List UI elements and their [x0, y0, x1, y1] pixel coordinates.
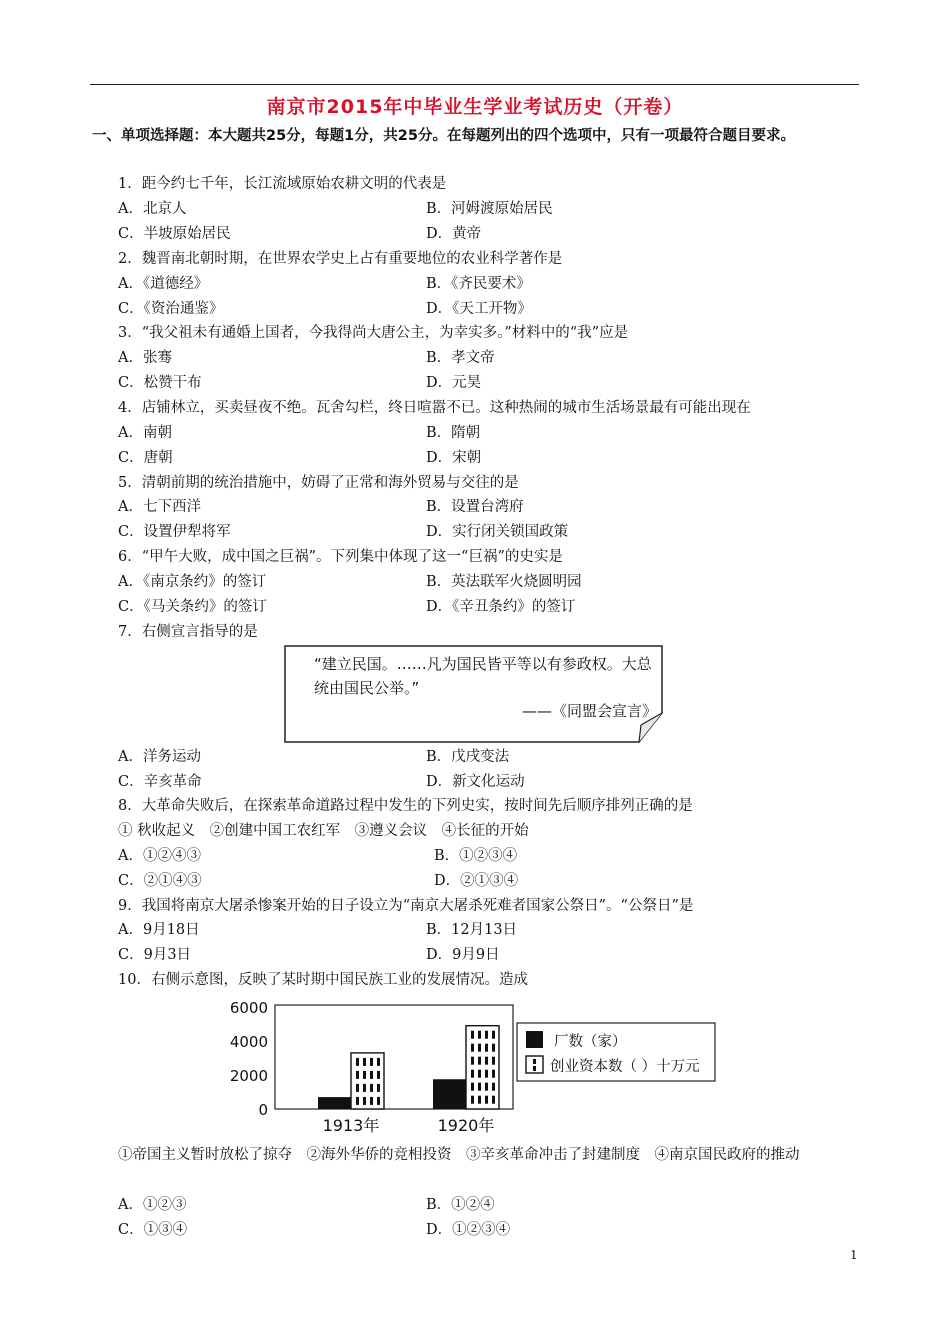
question-4-stem: 4．店铺林立，买卖昼夜不绝。瓦舍勾栏，终日喧嚣不已。这种热闹的城市生活场景最有可能出现在	[118, 400, 751, 416]
top-rule	[90, 84, 859, 85]
q4-option-c[interactable]: C．唐朝	[118, 450, 173, 466]
bar-capital-window	[478, 1057, 481, 1065]
bar-capital-window	[492, 1070, 495, 1078]
legend-label-factory: 厂数（家）	[554, 1034, 627, 1050]
x-tick-label: 1913年	[322, 1116, 380, 1135]
q3-option-d[interactable]: D．元昊	[426, 375, 482, 391]
q3-option-a[interactable]: A．张骞	[118, 350, 172, 366]
q3-option-b[interactable]: B．孝文帝	[426, 350, 495, 366]
bar-capital-window	[377, 1084, 380, 1092]
bar-capital-window	[485, 1070, 488, 1078]
q9-option-a[interactable]: A．9月18日	[118, 922, 200, 938]
q5-option-d[interactable]: D．实行闭关锁国政策	[426, 524, 569, 540]
q7-option-a[interactable]: A．洋务运动	[118, 749, 201, 765]
page-number: 1	[850, 1248, 858, 1262]
q8-option-c[interactable]: C．②①④③	[118, 873, 202, 889]
q2-option-c[interactable]: C．《资治通鉴》	[118, 301, 224, 317]
y-tick-label: 2000	[230, 1067, 268, 1085]
bar-capital-window	[363, 1071, 366, 1079]
q4-option-a[interactable]: A．南朝	[118, 425, 172, 441]
bar-capital-window	[485, 1083, 488, 1091]
q6-option-b[interactable]: B．英法联军火烧圆明园	[426, 574, 582, 590]
bar-capital-window	[356, 1071, 359, 1079]
bar-capital-window	[492, 1083, 495, 1091]
bar-capital-window	[356, 1058, 359, 1066]
quote-text: “建立民国。……凡为国民皆平等以有参政权。大总统由国民公举。”	[314, 655, 652, 697]
q4-option-d[interactable]: D．宋朝	[426, 450, 482, 466]
bar-capital-window	[356, 1097, 359, 1105]
bar-capital-window	[485, 1031, 488, 1039]
bar-factory-count	[318, 1097, 351, 1109]
bar-capital-window	[478, 1083, 481, 1091]
bar-capital-window	[377, 1097, 380, 1105]
x-tick-label: 1920年	[437, 1116, 495, 1135]
bar-capital-window	[377, 1058, 380, 1066]
q2-option-b[interactable]: B．《齐民要术》	[426, 276, 531, 292]
bar-capital-window	[370, 1084, 373, 1092]
bar-capital-window	[478, 1070, 481, 1078]
bar-capital-window	[370, 1097, 373, 1105]
bar-capital-window	[478, 1096, 481, 1104]
q2-option-d[interactable]: D．《天工开物》	[426, 301, 532, 317]
q9-option-b[interactable]: B．12月13日	[426, 922, 518, 938]
q6-option-c[interactable]: C．《马关条约》的签订	[118, 599, 267, 615]
q8-option-d[interactable]: D．②①③④	[434, 873, 519, 889]
bar-capital-window	[471, 1031, 474, 1039]
question-1-stem: 1．距今约七千年，长江流域原始农耕文明的代表是	[118, 176, 447, 192]
bar-factory-count	[433, 1079, 466, 1109]
bar-capital-window	[370, 1058, 373, 1066]
question-5-stem: 5．清朝前期的统治措施中，妨碍了正常和海外贸易与交往的是	[118, 475, 519, 491]
bar-capital-window	[471, 1070, 474, 1078]
question-3-stem: 3．“我父祖未有通婚上国者，今我得尚大唐公主，为幸实多。”材料中的“我”应是	[118, 325, 629, 341]
question-7-stem: 7．右侧宣言指导的是	[118, 624, 258, 640]
bar-capital-window	[363, 1058, 366, 1066]
bar-capital-window	[377, 1071, 380, 1079]
q1-option-b[interactable]: B．河姆渡原始居民	[426, 201, 553, 217]
q7-option-c[interactable]: C．辛亥革命	[118, 774, 202, 790]
q5-option-c[interactable]: C．设置伊犁将军	[118, 524, 231, 540]
q7-option-b[interactable]: B．戊戌变法	[426, 749, 510, 765]
q5-option-b[interactable]: B．设置台湾府	[426, 499, 524, 515]
q8-option-b[interactable]: B．①②③④	[434, 848, 518, 864]
bar-capital-window	[370, 1071, 373, 1079]
bar-capital-window	[471, 1044, 474, 1052]
question-10-stem: 10．右侧示意图，反映了某时期中国民族工业的发展情况。造成	[118, 972, 528, 988]
question-9-stem: 9．我国将南京大屠杀惨案开始的日子设立为“南京大屠杀死难者国家公祭日”。“公祭日”是	[118, 898, 694, 914]
q8-items: ① 秋收起义 ②创建中国工农红军 ③遵义会议 ④长征的开始	[118, 823, 529, 839]
q4-option-b[interactable]: B．隋朝	[426, 425, 481, 441]
bar-capital-window	[471, 1096, 474, 1104]
bar-capital-window	[363, 1097, 366, 1105]
question-8-stem: 8．大革命失败后，在探索革命道路过程中发生的下列史实，按时间先后顺序排列正确的是	[118, 798, 693, 814]
y-tick-label: 6000	[230, 999, 268, 1017]
q6-option-a[interactable]: A．《南京条约》的签订	[118, 574, 267, 590]
legend-swatch-factory	[526, 1031, 543, 1048]
q5-option-a[interactable]: A．七下西洋	[118, 499, 201, 515]
quote-source: ——《同盟会宣言》	[521, 702, 657, 720]
q10-option-b[interactable]: B．①②④	[426, 1197, 495, 1213]
q10-option-a[interactable]: A．①②③	[118, 1197, 187, 1213]
bar-capital-window	[492, 1057, 495, 1065]
bar-capital-window	[485, 1044, 488, 1052]
section-instructions: 一、单项选择题：本大题共25分，每题1分，共25分。在每题列出的四个选项中，只有一项最符合题目要求。	[92, 128, 795, 144]
q6-option-d[interactable]: D．《辛丑条约》的签订	[426, 599, 576, 615]
bar-capital-window	[471, 1057, 474, 1065]
legend-swatch-capital-window	[533, 1066, 536, 1071]
question-6-stem: 6．“甲午大败，成中国之巨祸”。下列集中体现了这一“巨祸”的史实是	[118, 549, 563, 565]
q1-option-c[interactable]: C．半坡原始居民	[118, 226, 231, 242]
bar-capital-window	[356, 1084, 359, 1092]
q7-option-d[interactable]: D．新文化运动	[426, 774, 525, 790]
q2-option-a[interactable]: A．《道德经》	[118, 276, 209, 292]
q3-option-c[interactable]: C．松赞干布	[118, 375, 202, 391]
q1-option-d[interactable]: D．黄帝	[426, 226, 482, 242]
q10-option-c[interactable]: C．①③④	[118, 1222, 188, 1238]
legend-swatch-capital-window	[533, 1059, 536, 1064]
industry-chart	[230, 995, 720, 1144]
bar-capital-window	[492, 1096, 495, 1104]
q10-option-d[interactable]: D．①②③④	[426, 1222, 511, 1238]
bar-capital-window	[478, 1031, 481, 1039]
q8-option-a[interactable]: A．①②④③	[118, 848, 201, 864]
page-title: 南京市2015年中毕业生学业考试历史（开卷）	[266, 96, 684, 118]
bar-capital-window	[485, 1057, 488, 1065]
y-tick-label: 4000	[230, 1033, 268, 1051]
bar-capital-window	[363, 1084, 366, 1092]
bar-capital-window	[485, 1096, 488, 1104]
question-2-stem: 2．魏晋南北朝时期，在世界农学史上占有重要地位的农业科学著作是	[118, 251, 563, 267]
quote-box	[284, 645, 663, 743]
bar-capital-window	[492, 1031, 495, 1039]
bar-capital-window	[471, 1083, 474, 1091]
q10-items: ①帝国主义暂时放松了掠夺 ②海外华侨的竞相投资 ③辛亥革命冲击了封建制度 ④南京国民政府的推动	[118, 1147, 800, 1163]
q9-option-c[interactable]: C．9月3日	[118, 947, 192, 963]
bar-capital-window	[492, 1044, 495, 1052]
q1-option-a[interactable]: A．北京人	[118, 201, 187, 217]
bar-capital-window	[478, 1044, 481, 1052]
legend-label-capital: 创业资本数（ ）十万元	[550, 1059, 700, 1075]
q9-option-d[interactable]: D．9月9日	[426, 947, 500, 963]
y-tick-label: 0	[258, 1101, 268, 1119]
